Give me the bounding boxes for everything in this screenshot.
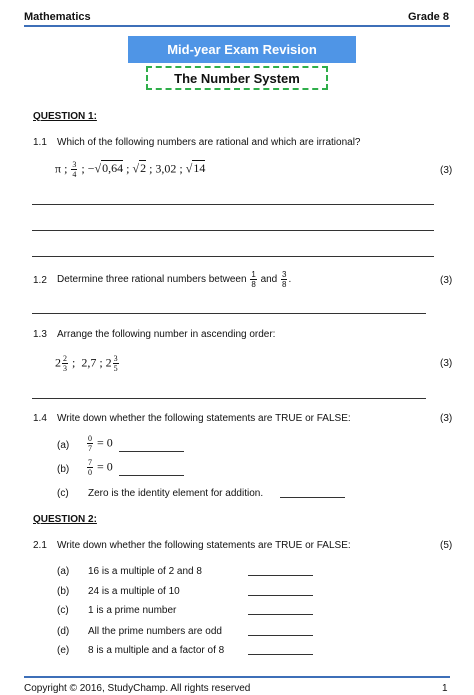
item-1-3-expression: 2 $\frac{2}{3}$ ; 2,7 ; 2 $\frac{3}{5}$ [55, 354, 118, 373]
part-label: (e) [57, 645, 70, 656]
item-2-1-text: Write down whether the following statements are TRUE or FALSE: [57, 540, 351, 551]
answer-line[interactable] [119, 475, 184, 476]
part-label: (b) [57, 586, 70, 597]
item-1-2-marks: (3) [440, 275, 453, 286]
item-1-4-marks: (3) [440, 413, 453, 424]
fraction: $\frac{7}{0}$ [88, 458, 92, 477]
item-1-1-number: 1.1 [33, 137, 47, 148]
part-label: (a) [57, 440, 70, 451]
part-text: 8 is a multiple and a factor of 8 [88, 645, 225, 656]
page-number: 1 [442, 683, 448, 694]
item-1-4-text: Write down whether the following statements are TRUE or FALSE: [57, 413, 351, 424]
part-text: All the prime numbers are odd [88, 626, 222, 637]
part-label: (c) [57, 605, 69, 616]
question-1-heading: QUESTION 1: [33, 111, 97, 122]
item-1-4-number: 1.4 [33, 413, 47, 424]
part-a-expression: $\frac{0}{7}$ = 0 [88, 434, 113, 453]
part-label: (b) [57, 464, 70, 475]
copyright-text: Copyright © 2016, StudyChamp. All rights reserved [24, 683, 251, 694]
item-1-1-marks: (3) [440, 165, 453, 176]
item-1-3-marks: (3) [440, 358, 453, 369]
answer-line[interactable] [119, 451, 184, 452]
part-text: 24 is a multiple of 10 [88, 586, 180, 597]
fraction: $\frac{0}{7}$ [88, 434, 92, 453]
question-2-heading: QUESTION 2: [33, 514, 97, 525]
answer-line[interactable] [248, 654, 313, 655]
answer-line[interactable] [32, 313, 426, 314]
fraction: $\frac{3}{8}$ [282, 270, 287, 289]
item-2-1-number: 2.1 [33, 540, 47, 551]
part-label: (d) [57, 626, 70, 637]
banner-title: Mid-year Exam Revision [167, 42, 317, 57]
fraction: $\frac{1}{8}$ [251, 270, 256, 289]
title-banner [128, 36, 356, 63]
answer-line[interactable] [32, 398, 426, 399]
part-text: 1 is a prime number [88, 605, 177, 616]
answer-line[interactable] [248, 635, 313, 636]
answer-line[interactable] [248, 575, 313, 576]
part-c-text: Zero is the identity element for addition. [88, 488, 264, 499]
item-1-1-text: Which of the following numbers are rational and which are irrational? [57, 137, 361, 148]
answer-line[interactable] [248, 614, 313, 615]
footer-rule [24, 676, 450, 678]
answer-line[interactable] [32, 204, 434, 205]
fraction: $\frac{2}{3}$ [63, 354, 67, 373]
fraction: $\frac{3}{5}$ [113, 354, 118, 373]
fraction: $\frac{3}{4}$ [72, 160, 77, 179]
item-1-1-expression: π ; $\frac{3}{4}$ ; −√0,64 ; √2 ; 3,02 ; √14 [55, 160, 206, 179]
item-1-3-text: Arrange the following number in ascending order: [57, 329, 276, 340]
item-2-1-marks: (5) [440, 540, 453, 551]
topic-box [146, 66, 328, 90]
answer-line[interactable] [32, 230, 434, 231]
answer-line[interactable] [248, 595, 313, 596]
grade-label: Grade 8 [408, 11, 449, 23]
answer-line[interactable] [280, 497, 345, 498]
part-text: 16 is a multiple of 2 and 8 [88, 566, 202, 577]
part-label: (c) [57, 488, 69, 499]
subject-label: Mathematics [24, 11, 91, 23]
item-1-2-text: Determine three rational numbers between $\frac{1}{8}$ and $\frac{3}{8}$ . [57, 270, 292, 289]
header-rule [24, 25, 450, 27]
topic-title: The Number System [174, 70, 300, 86]
item-1-3-number: 1.3 [33, 329, 47, 340]
part-label: (a) [57, 566, 70, 577]
part-b-expression: $\frac{7}{0}$ = 0 [88, 458, 113, 477]
answer-line[interactable] [32, 256, 434, 257]
item-1-2-number: 1.2 [33, 275, 47, 286]
